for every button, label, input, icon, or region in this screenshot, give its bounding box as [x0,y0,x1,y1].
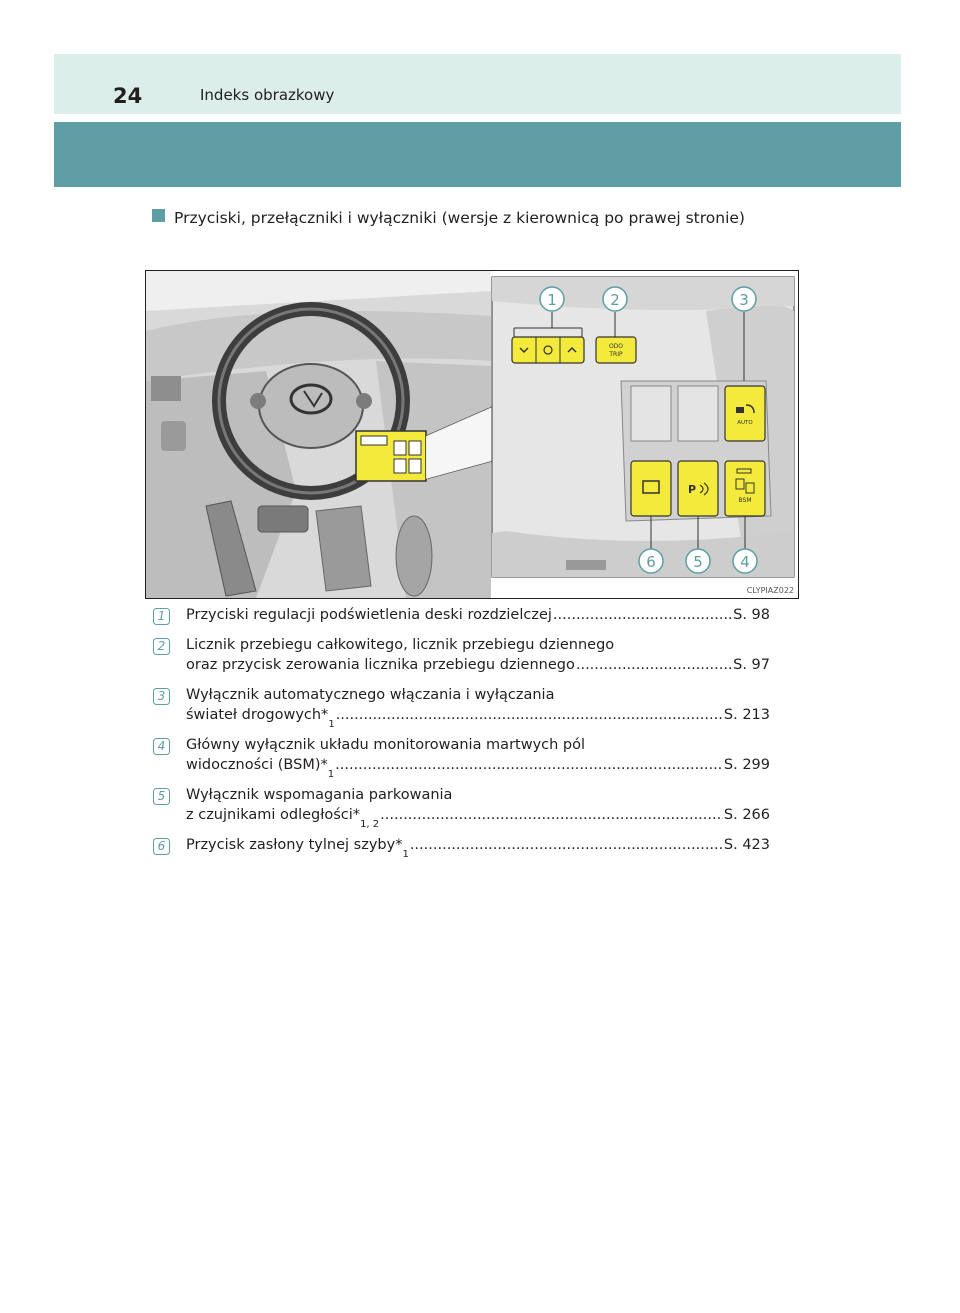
svg-text:5: 5 [693,553,703,571]
item-number-badge: 2 [153,638,170,655]
auto-label: AUTO [737,420,753,426]
odo-label: ODO [608,343,624,350]
item-text: świateł drogowych* [186,707,329,723]
leader-dots [410,835,723,855]
item-text: widoczności (BSM)* [186,757,328,773]
leader-dots [576,655,732,675]
svg-text:3: 3 [739,291,749,309]
item-text: Wyłącznik automatycznego włączania i wyłączania [186,687,555,703]
item-text: Przyciski regulacji podświetlenia deski rozdzielczej [186,607,552,623]
callout-3 [732,287,756,311]
callout-4 [733,549,757,573]
leader-dots [336,705,723,725]
svg-text:6: 6 [646,553,656,571]
leader-dots [553,605,732,625]
callout-5 [686,549,710,573]
section-heading-block [152,205,800,232]
callout-1 [540,287,564,311]
list-item: 6 Przycisk zasłony tylnej szyby* 1 ..... S. 423 [150,835,770,855]
p-label: P [687,483,697,496]
list-item [150,605,770,625]
header-band [54,122,901,187]
header-title: Indeks obrazkowy [200,86,335,104]
page-reference-link[interactable]: S. 266 [723,807,770,823]
item-text: oraz przycisk zerowania licznika przebiegu dziennego [186,657,575,673]
item-number-badge: 1 [153,608,170,625]
item-text: Główny wyłącznik układu monitorowania martwych pól [186,737,586,753]
trip-label: TRIP [609,351,623,358]
dashboard-illustration [145,270,799,599]
page-reference-link[interactable]: S. 97 [733,657,770,673]
item-list [150,605,770,865]
item-number-badge: 6 [153,838,170,855]
list-item: 5 Wyłącznik wspomagania parkowania z czujnikami odległości* 1, 2 ..... S. 266 [150,785,770,825]
leader-dots [335,755,723,775]
item-text: Wyłącznik wspomagania parkowania [186,787,453,803]
page-reference-link[interactable]: S. 423 [723,837,770,853]
item-number-badge: 3 [153,688,170,705]
svg-text:2: 2 [610,291,620,309]
dashboard-svg [146,271,798,598]
section-bullet-icon [152,209,165,222]
section-heading: Przyciski, przełączniki i wyłączniki (wersje z kierownicą po prawej stronie) [174,209,745,227]
header-bar [54,54,901,114]
item-text: Przycisk zasłony tylnej szyby* [186,837,403,853]
page-number: 24 [113,84,143,108]
svg-text:1: 1 [547,291,557,309]
list-item: 4 Główny wyłącznik układu monitorowania martwych pól widoczności (BSM)* 1 ..... S. 299 [150,735,770,775]
item-text: z czujnikami odległości* [186,807,361,823]
callout-2 [603,287,627,311]
figure-code: CLYPIAZ022 [746,586,794,595]
svg-text:4: 4 [740,553,750,571]
list-item [150,635,770,675]
leader-dots [380,805,723,825]
list-item: 3 Wyłącznik automatycznego włączania i wyłączania świateł drogowych* 1 ..... S. 213 [150,685,770,725]
page-reference-link[interactable]: S. 213 [723,707,770,723]
callout-6 [639,549,663,573]
item-number-badge: 4 [153,738,170,755]
page-reference-link[interactable]: S. 299 [723,757,770,773]
item-text: Licznik przebiegu całkowitego, licznik przebiegu dziennego [186,637,615,653]
item-number-badge: 5 [153,788,170,805]
page-reference-link[interactable]: S. 98 [733,607,770,623]
bsm-label: BSM [738,497,752,504]
